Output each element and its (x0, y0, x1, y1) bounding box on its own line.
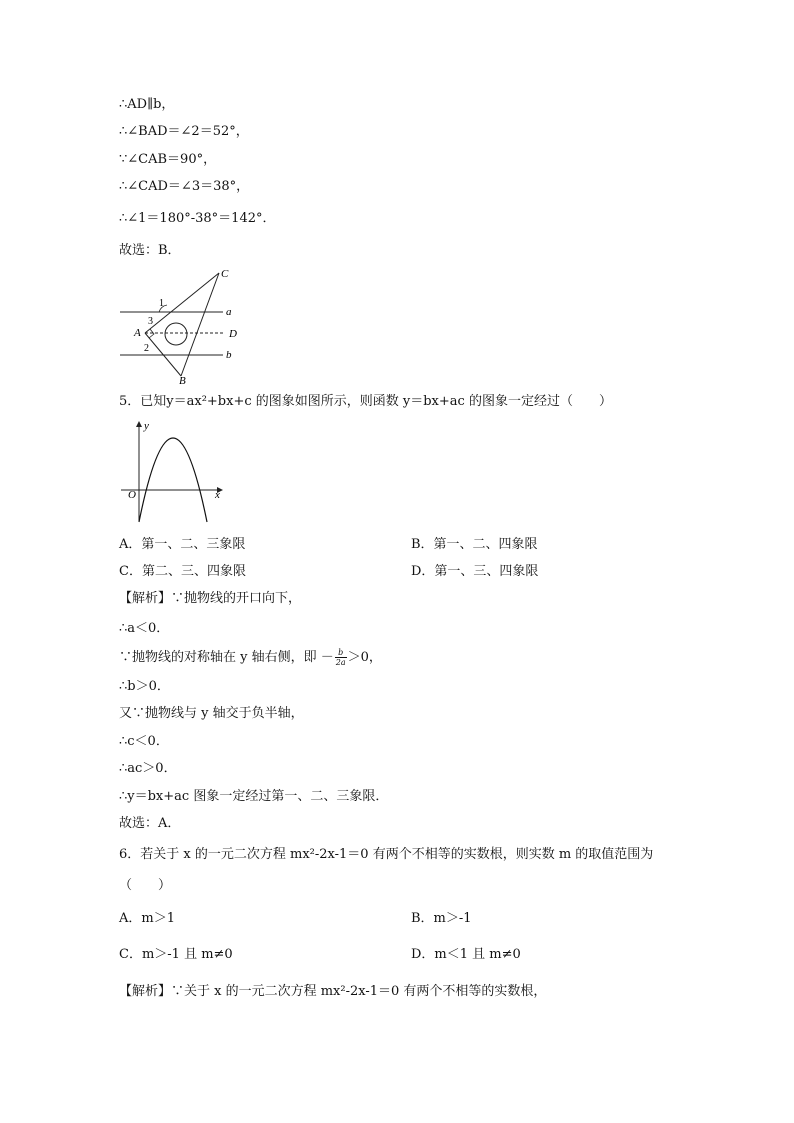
analysis-line-fraction (119, 648, 382, 667)
axis-x-label: x (215, 489, 220, 501)
question-stem: 5．已知y＝ax²+bx+c 的图象如图所示，则函数 y＝bx+ac 的图象一定经过（ ） (119, 394, 612, 409)
label-d: D (229, 328, 237, 340)
solution-line: ∴∠CAD＝∠3＝38°， (119, 179, 250, 194)
analysis-line: ∴c＜0． (119, 734, 169, 749)
option-c: C．第二、三、四象限 (119, 564, 246, 579)
label-c: C (221, 268, 229, 280)
analysis-text: ∵抛物线的对称轴在 y 轴右侧，即 － (119, 650, 334, 665)
label-a-point: A (134, 327, 141, 339)
geometry-figure (115, 266, 250, 386)
solution-line: ∴∠1＝180°-38°＝142°． (119, 211, 276, 226)
label-a-line: a (226, 306, 232, 318)
analysis-line: 又∵抛物线与 y 轴交于负半轴， (119, 706, 304, 721)
option-b: B．m＞-1 (411, 911, 472, 926)
fraction-numerator: b (335, 648, 347, 658)
origin-label: O (128, 489, 136, 501)
fraction (335, 648, 347, 667)
label-b-point: B (179, 375, 186, 386)
analysis-line: ∴b＞0． (119, 679, 170, 694)
answer-line: 故选：A． (119, 816, 181, 831)
option-d: D．第一、三、四象限 (411, 564, 539, 579)
label-b-line: b (226, 349, 232, 361)
question-stem: 6．若关于 x 的一元二次方程 mx²-2x-1＝0 有两个不相等的实数根，则实数 m 的取值范围为 (119, 847, 654, 862)
parabola-graph (118, 418, 230, 526)
answer-line: 故选：B． (119, 243, 181, 258)
solution-line: ∵∠CAB＝90°， (119, 152, 217, 167)
fraction-denominator: 2a (335, 658, 346, 667)
option-d: D．m＜1 且 m≠0 (411, 947, 521, 962)
analysis-line: 【解析】∵关于 x 的一元二次方程 mx²-2x-1＝0 有两个不相等的实数根， (119, 984, 547, 999)
solution-line: ∴AD∥b， (119, 97, 175, 112)
analysis-line: ∴y＝bx+ac 图象一定经过第一、二、三象限． (119, 789, 389, 804)
solution-line: ∴∠BAD＝∠2＝52°， (119, 124, 249, 139)
analysis-text: ＞0， (347, 650, 382, 665)
option-a: A．第一、二、三象限 (119, 537, 246, 552)
label-angle-1: 1 (159, 298, 164, 309)
axis-y-label: y (144, 420, 149, 432)
option-a: A．m＞1 (119, 911, 175, 926)
label-angle-3: 3 (148, 316, 153, 327)
analysis-line: 【解析】∵抛物线的开口向下， (119, 591, 302, 606)
option-c: C．m＞-1 且 m≠0 (119, 947, 233, 962)
question-stem-blank: （ ） (119, 878, 172, 893)
option-b: B．第一、二、四象限 (411, 537, 538, 552)
analysis-line: ∴ac＞0． (119, 761, 177, 776)
analysis-line: ∴a＜0． (119, 621, 170, 636)
label-angle-2: 2 (144, 343, 149, 354)
